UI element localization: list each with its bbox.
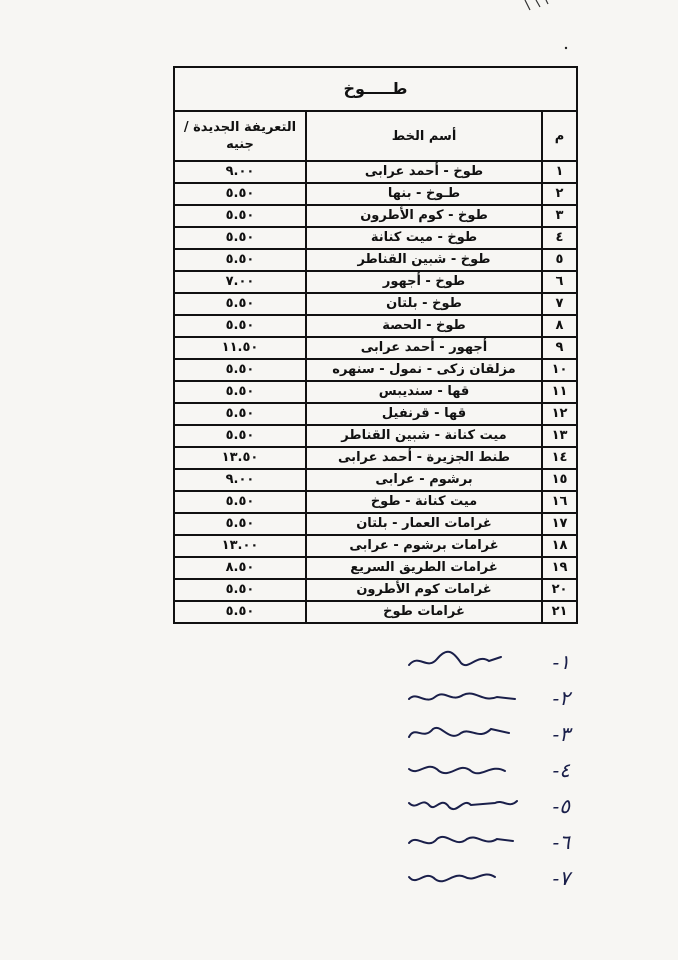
table-row: [174, 491, 577, 513]
row-fare: ٥.٥٠: [174, 425, 306, 447]
table-row: [174, 381, 577, 403]
header-new-fare: التعريفة الجديدة / جنيه: [174, 111, 306, 161]
row-number: ١٢: [542, 403, 577, 425]
row-number: ٩: [542, 337, 577, 359]
row-number: ٢١: [542, 601, 577, 623]
row-line-name: غرامات الطريق السريع: [306, 557, 542, 579]
row-line-name: طوخ - بلتان: [306, 293, 542, 315]
signature-entry: [370, 644, 570, 680]
handwritten-signature: [400, 827, 530, 857]
signature-list: [370, 644, 570, 896]
row-line-name: قها - قرنفيل: [306, 403, 542, 425]
header-number: م: [542, 111, 577, 161]
table-row: [174, 315, 577, 337]
row-number: ١٦: [542, 491, 577, 513]
table-row: [174, 249, 577, 271]
signature-entry: [370, 860, 570, 896]
table-row: [174, 161, 577, 183]
row-number: ٢٠: [542, 579, 577, 601]
row-number: ١٩: [542, 557, 577, 579]
table-row: [174, 337, 577, 359]
row-fare: ٥.٥٠: [174, 403, 306, 425]
table-row: [174, 183, 577, 205]
signature-number: ٧-: [552, 866, 570, 890]
table-row: [174, 447, 577, 469]
row-line-name: أجهور - أحمد عرابى: [306, 337, 542, 359]
row-fare: ٥.٥٠: [174, 601, 306, 623]
signature-number: ٦-: [552, 830, 570, 854]
table-row: [174, 535, 577, 557]
signature-number: ٣-: [552, 722, 570, 746]
row-number: ٢: [542, 183, 577, 205]
table-row: [174, 425, 577, 447]
row-line-name: غرامات كوم الأطرون: [306, 579, 542, 601]
scan-edge-marks: [520, 0, 580, 60]
table-row: [174, 557, 577, 579]
row-number: ٣: [542, 205, 577, 227]
row-line-name: غرامات العمار - بلتان: [306, 513, 542, 535]
row-fare: ٥.٥٠: [174, 249, 306, 271]
handwritten-signature: [400, 755, 530, 785]
row-fare: ٥.٥٠: [174, 491, 306, 513]
row-number: ٧: [542, 293, 577, 315]
table-row: [174, 293, 577, 315]
row-number: ١٨: [542, 535, 577, 557]
row-fare: ١٣.٥٠: [174, 447, 306, 469]
row-line-name: طوخ - ميت كنانة: [306, 227, 542, 249]
table-row: [174, 403, 577, 425]
row-number: ١٣: [542, 425, 577, 447]
fare-table: [173, 66, 578, 624]
row-number: ١٥: [542, 469, 577, 491]
row-line-name: طوخ - كوم الأطرون: [306, 205, 542, 227]
row-number: ١١: [542, 381, 577, 403]
row-line-name: غرامات برشوم - عرابى: [306, 535, 542, 557]
row-fare: ٨.٥٠: [174, 557, 306, 579]
row-line-name: طوخ - أحمد عرابى: [306, 161, 542, 183]
signature-entry: [370, 824, 570, 860]
signature-entry: [370, 752, 570, 788]
row-line-name: مزلقان زكى - نمول - سنهره: [306, 359, 542, 381]
row-fare: ٥.٥٠: [174, 183, 306, 205]
row-fare: ٥.٥٠: [174, 579, 306, 601]
table-row: [174, 579, 577, 601]
signature-number: ٥-: [552, 794, 570, 818]
row-fare: ٥.٥٠: [174, 227, 306, 249]
table-row: [174, 271, 577, 293]
row-fare: ١١.٥٠: [174, 337, 306, 359]
row-line-name: طـوخ - بنها: [306, 183, 542, 205]
row-fare: ٥.٥٠: [174, 513, 306, 535]
table-row: [174, 469, 577, 491]
row-number: ٨: [542, 315, 577, 337]
row-line-name: طنط الجزيرة - أحمد عرابى: [306, 447, 542, 469]
row-line-name: ميت كنانة - شبين القناطر: [306, 425, 542, 447]
row-fare: ٥.٥٠: [174, 381, 306, 403]
handwritten-signature: [400, 791, 530, 821]
signature-number: ٤-: [552, 758, 570, 782]
row-fare: ٥.٥٠: [174, 205, 306, 227]
row-line-name: ميت كنانة - طوخ: [306, 491, 542, 513]
table-row: [174, 227, 577, 249]
signature-entry: [370, 716, 570, 752]
row-line-name: طوخ - شبين القناطر: [306, 249, 542, 271]
row-fare: ٧.٠٠: [174, 271, 306, 293]
signature-entry: [370, 680, 570, 716]
table-row: [174, 601, 577, 623]
signature-number: ١-: [552, 650, 570, 674]
row-number: ١٤: [542, 447, 577, 469]
row-number: ١: [542, 161, 577, 183]
table-title-text: طـــــوخ: [343, 79, 408, 98]
row-number: ٤: [542, 227, 577, 249]
row-line-name: غرامات طوخ: [306, 601, 542, 623]
handwritten-signature: [400, 863, 530, 893]
signature-entry: [370, 788, 570, 824]
table-title: [174, 67, 577, 111]
row-number: ٦: [542, 271, 577, 293]
table-row: [174, 205, 577, 227]
header-line-name: أسم الخط: [306, 111, 542, 161]
handwritten-signature: [400, 647, 530, 677]
row-line-name: قها - سنديبس: [306, 381, 542, 403]
row-fare: ١٣.٠٠: [174, 535, 306, 557]
table-title-row: [174, 67, 577, 111]
table-row: [174, 359, 577, 381]
handwritten-signature: [400, 719, 530, 749]
table-row: [174, 513, 577, 535]
table-header-row: [174, 111, 577, 161]
handwritten-signature: [400, 683, 530, 713]
row-number: ١٠: [542, 359, 577, 381]
row-fare: ٥.٥٠: [174, 293, 306, 315]
row-fare: ٩.٠٠: [174, 469, 306, 491]
row-fare: ٥.٥٠: [174, 359, 306, 381]
row-line-name: برشوم - عرابى: [306, 469, 542, 491]
row-fare: ٥.٥٠: [174, 315, 306, 337]
signature-number: ٢-: [552, 686, 570, 710]
row-number: ١٧: [542, 513, 577, 535]
row-fare: ٩.٠٠: [174, 161, 306, 183]
row-number: ٥: [542, 249, 577, 271]
row-line-name: طوخ - أجهور: [306, 271, 542, 293]
table-body: [174, 161, 577, 623]
row-line-name: طوخ - الحصة: [306, 315, 542, 337]
